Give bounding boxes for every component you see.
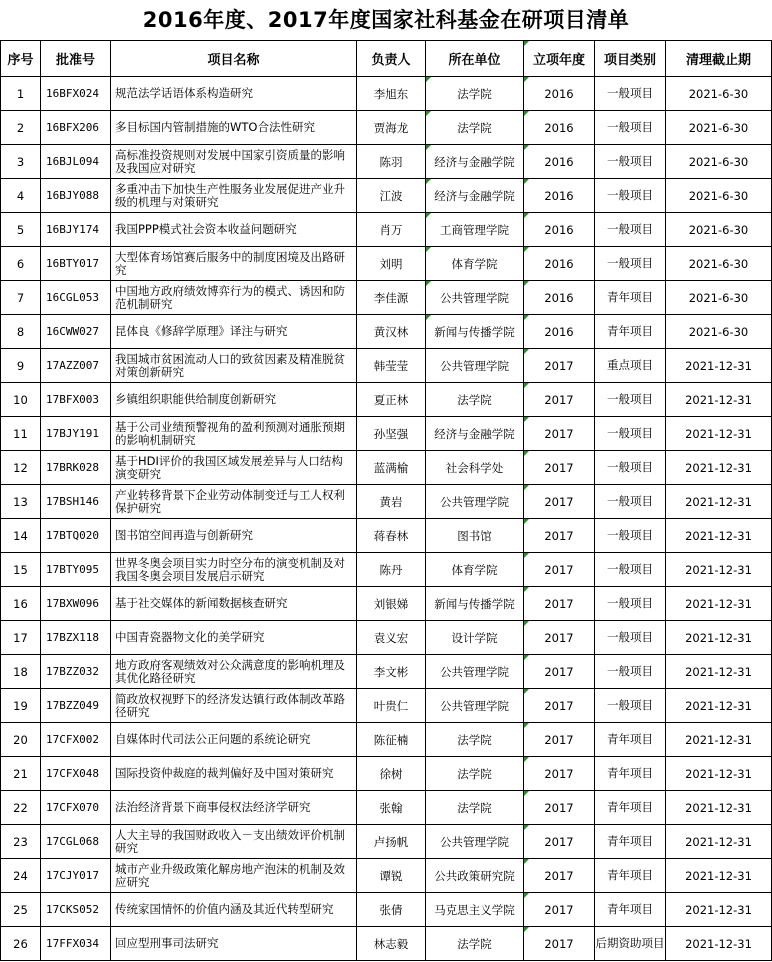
- cell-category: 一般项目: [595, 213, 666, 247]
- cell-no: 17: [1, 621, 41, 655]
- table-row: [1, 417, 772, 451]
- cell-year: 2017: [524, 485, 595, 519]
- table-row: [1, 723, 772, 757]
- cell-category: 一般项目: [595, 77, 666, 111]
- cell-unit: 法学院: [426, 757, 524, 791]
- cell-deadline: 2021-12-31: [666, 485, 772, 519]
- table-row: [1, 689, 772, 723]
- cell-leader: 贾海龙: [357, 111, 426, 145]
- cell-year: 2017: [524, 383, 595, 417]
- cell-deadline: 2021-6-30: [666, 179, 772, 213]
- cell-unit: 工商管理学院: [426, 213, 524, 247]
- cell-unit: 公共管理学院: [426, 655, 524, 689]
- cell-category: 青年项目: [595, 893, 666, 927]
- cell-leader: 陈征楠: [357, 723, 426, 757]
- cell-category: 青年项目: [595, 315, 666, 349]
- project-table: [0, 40, 772, 961]
- cell-deadline: 2021-12-31: [666, 621, 772, 655]
- cell-leader: 张倩: [357, 893, 426, 927]
- cell-year: 2016: [524, 281, 595, 315]
- cell-deadline: 2021-12-31: [666, 451, 772, 485]
- cell-deadline: 2021-12-31: [666, 927, 772, 961]
- table-row: [1, 587, 772, 621]
- cell-leader: 孙坚强: [357, 417, 426, 451]
- cell-unit: 新闻与传播学院: [426, 587, 524, 621]
- cell-code: 17CGL068: [41, 825, 111, 859]
- cell-year: 2017: [524, 859, 595, 893]
- cell-category: 一般项目: [595, 145, 666, 179]
- cell-leader: 张翰: [357, 791, 426, 825]
- header-year: 立项年度: [524, 41, 595, 77]
- cell-deadline: 2021-12-31: [666, 723, 772, 757]
- cell-project-name: 基于社交媒体的新闻数据核查研究: [111, 587, 357, 621]
- cell-project-name: 城市产业升级政策化解房地产泡沫的机制及效应研究: [111, 859, 357, 893]
- cell-year: 2016: [524, 315, 595, 349]
- cell-code: 17BZZ032: [41, 655, 111, 689]
- cell-no: 18: [1, 655, 41, 689]
- cell-project-name: 简政放权视野下的经济发达镇行政体制改革路径研究: [111, 689, 357, 723]
- cell-unit: 图书馆: [426, 519, 524, 553]
- cell-unit: 体育学院: [426, 553, 524, 587]
- cell-code: 17BTQ020: [41, 519, 111, 553]
- cell-unit: 公共管理学院: [426, 349, 524, 383]
- cell-year: 2017: [524, 621, 595, 655]
- cell-project-name: 国际投资仲裁庭的裁判偏好及中国对策研究: [111, 757, 357, 791]
- cell-leader: 叶贵仁: [357, 689, 426, 723]
- cell-deadline: 2021-12-31: [666, 689, 772, 723]
- cell-project-name: 大型体育场馆赛后服务中的制度困境及出路研究: [111, 247, 357, 281]
- cell-unit: 公共管理学院: [426, 281, 524, 315]
- table-row: [1, 519, 772, 553]
- cell-category: 青年项目: [595, 791, 666, 825]
- cell-year: 2017: [524, 587, 595, 621]
- cell-leader: 韩莹莹: [357, 349, 426, 383]
- cell-code: 17BFX003: [41, 383, 111, 417]
- cell-no: 7: [1, 281, 41, 315]
- table-row: [1, 179, 772, 213]
- cell-deadline: 2021-6-30: [666, 145, 772, 179]
- cell-project-name: 规范法学话语体系构造研究: [111, 77, 357, 111]
- cell-no: 4: [1, 179, 41, 213]
- cell-deadline: 2021-12-31: [666, 587, 772, 621]
- header-code: 批准号: [41, 41, 111, 77]
- cell-code: 17BZX118: [41, 621, 111, 655]
- cell-year: 2016: [524, 111, 595, 145]
- cell-project-name: 多重冲击下加快生产性服务业发展促进产业升级的机理与对策研究: [111, 179, 357, 213]
- table-row: [1, 451, 772, 485]
- cell-code: 17AZZ007: [41, 349, 111, 383]
- cell-unit: 经济与金融学院: [426, 179, 524, 213]
- cell-category: 后期资助项目: [595, 927, 666, 961]
- cell-leader: 徐树: [357, 757, 426, 791]
- cell-leader: 谭锐: [357, 859, 426, 893]
- header-leader: 负责人: [357, 41, 426, 77]
- table-row: [1, 111, 772, 145]
- cell-code: 17CFX048: [41, 757, 111, 791]
- cell-project-name: 基于公司业绩预警视角的盈利预测对通胀预期的影响机制研究: [111, 417, 357, 451]
- cell-no: 20: [1, 723, 41, 757]
- cell-project-name: 世界冬奥会项目实力时空分布的演变机制及对我国冬奥会项目发展启示研究: [111, 553, 357, 587]
- cell-no: 23: [1, 825, 41, 859]
- cell-no: 26: [1, 927, 41, 961]
- table-row: [1, 621, 772, 655]
- cell-leader: 陈羽: [357, 145, 426, 179]
- cell-project-name: 人大主导的我国财政收入－支出绩效评价机制研究: [111, 825, 357, 859]
- cell-category: 青年项目: [595, 859, 666, 893]
- cell-deadline: 2021-12-31: [666, 825, 772, 859]
- cell-deadline: 2021-6-30: [666, 315, 772, 349]
- cell-unit: 法学院: [426, 77, 524, 111]
- cell-project-name: 中国青瓷器物文化的美学研究: [111, 621, 357, 655]
- cell-category: 一般项目: [595, 587, 666, 621]
- cell-year: 2017: [524, 723, 595, 757]
- cell-unit: 法学院: [426, 791, 524, 825]
- cell-no: 11: [1, 417, 41, 451]
- table-row: [1, 145, 772, 179]
- cell-deadline: 2021-12-31: [666, 383, 772, 417]
- header-category: 项目类别: [595, 41, 666, 77]
- cell-leader: 袁义宏: [357, 621, 426, 655]
- cell-leader: 黄岩: [357, 485, 426, 519]
- cell-no: 15: [1, 553, 41, 587]
- cell-no: 9: [1, 349, 41, 383]
- cell-leader: 蒋春林: [357, 519, 426, 553]
- cell-year: 2017: [524, 553, 595, 587]
- table-body: [1, 77, 772, 961]
- cell-leader: 刘银娣: [357, 587, 426, 621]
- cell-deadline: 2021-12-31: [666, 655, 772, 689]
- header-unit: 所在单位: [426, 41, 524, 77]
- cell-no: 21: [1, 757, 41, 791]
- cell-category: 一般项目: [595, 417, 666, 451]
- cell-project-name: 基于HDI评价的我国区域发展差异与人口结构演变研究: [111, 451, 357, 485]
- cell-unit: 公共政策研究院: [426, 859, 524, 893]
- cell-deadline: 2021-12-31: [666, 757, 772, 791]
- cell-no: 12: [1, 451, 41, 485]
- cell-year: 2017: [524, 349, 595, 383]
- cell-category: 一般项目: [595, 485, 666, 519]
- cell-category: 一般项目: [595, 111, 666, 145]
- cell-unit: 经济与金融学院: [426, 417, 524, 451]
- cell-code: 17CKS052: [41, 893, 111, 927]
- cell-category: 青年项目: [595, 825, 666, 859]
- cell-unit: 马克思主义学院: [426, 893, 524, 927]
- cell-code: 17BTY095: [41, 553, 111, 587]
- cell-unit: 公共管理学院: [426, 689, 524, 723]
- cell-project-name: 乡镇组织职能供给制度创新研究: [111, 383, 357, 417]
- cell-leader: 江波: [357, 179, 426, 213]
- cell-deadline: 2021-6-30: [666, 247, 772, 281]
- cell-year: 2017: [524, 451, 595, 485]
- cell-category: 一般项目: [595, 553, 666, 587]
- cell-project-name: 中国地方政府绩效博弈行为的模式、诱因和防范机制研究: [111, 281, 357, 315]
- cell-project-name: 回应型刑事司法研究: [111, 927, 357, 961]
- cell-deadline: 2021-6-30: [666, 281, 772, 315]
- cell-category: 一般项目: [595, 383, 666, 417]
- cell-deadline: 2021-6-30: [666, 213, 772, 247]
- cell-year: 2016: [524, 247, 595, 281]
- cell-project-name: 多目标国内管制措施的WTO合法性研究: [111, 111, 357, 145]
- cell-leader: 黄汉林: [357, 315, 426, 349]
- cell-category: 一般项目: [595, 519, 666, 553]
- cell-project-name: 图书馆空间再造与创新研究: [111, 519, 357, 553]
- cell-unit: 社会科学处: [426, 451, 524, 485]
- cell-leader: 陈丹: [357, 553, 426, 587]
- cell-category: 一般项目: [595, 179, 666, 213]
- table-row: [1, 553, 772, 587]
- table-row: [1, 485, 772, 519]
- table-row: [1, 893, 772, 927]
- cell-category: 一般项目: [595, 689, 666, 723]
- cell-category: 一般项目: [595, 621, 666, 655]
- cell-code: 17BSH146: [41, 485, 111, 519]
- cell-deadline: 2021-12-31: [666, 519, 772, 553]
- cell-project-name: 传统家国情怀的价值内涵及其近代转型研究: [111, 893, 357, 927]
- cell-category: 青年项目: [595, 723, 666, 757]
- table-row: [1, 281, 772, 315]
- cell-category: 一般项目: [595, 655, 666, 689]
- table-row: [1, 383, 772, 417]
- cell-leader: 夏正林: [357, 383, 426, 417]
- cell-leader: 刘明: [357, 247, 426, 281]
- cell-deadline: 2021-12-31: [666, 791, 772, 825]
- cell-unit: 公共管理学院: [426, 825, 524, 859]
- cell-code: 17BJY191: [41, 417, 111, 451]
- cell-code: 16CWW027: [41, 315, 111, 349]
- cell-year: 2016: [524, 77, 595, 111]
- table-row: [1, 213, 772, 247]
- cell-deadline: 2021-12-31: [666, 859, 772, 893]
- cell-unit: 体育学院: [426, 247, 524, 281]
- cell-year: 2016: [524, 213, 595, 247]
- header-name: 项目名称: [111, 41, 357, 77]
- cell-unit: 法学院: [426, 723, 524, 757]
- cell-code: 16BJY088: [41, 179, 111, 213]
- table-row: [1, 859, 772, 893]
- table-row: [1, 757, 772, 791]
- cell-code: 17CFX070: [41, 791, 111, 825]
- cell-code: 16BTY017: [41, 247, 111, 281]
- cell-category: 青年项目: [595, 281, 666, 315]
- cell-code: 17CFX002: [41, 723, 111, 757]
- cell-deadline: 2021-12-31: [666, 417, 772, 451]
- cell-year: 2016: [524, 145, 595, 179]
- cell-no: 8: [1, 315, 41, 349]
- cell-unit: 新闻与传播学院: [426, 315, 524, 349]
- cell-unit: 设计学院: [426, 621, 524, 655]
- cell-no: 22: [1, 791, 41, 825]
- cell-year: 2017: [524, 927, 595, 961]
- cell-year: 2017: [524, 519, 595, 553]
- cell-unit: 公共管理学院: [426, 485, 524, 519]
- cell-unit: 法学院: [426, 111, 524, 145]
- cell-code: 16BJL094: [41, 145, 111, 179]
- cell-no: 19: [1, 689, 41, 723]
- cell-category: 重点项目: [595, 349, 666, 383]
- cell-category: 一般项目: [595, 451, 666, 485]
- cell-code: 17CJY017: [41, 859, 111, 893]
- table-row: [1, 791, 772, 825]
- cell-category: 一般项目: [595, 247, 666, 281]
- cell-year: 2017: [524, 417, 595, 451]
- cell-year: 2017: [524, 689, 595, 723]
- cell-year: 2017: [524, 825, 595, 859]
- cell-year: 2017: [524, 655, 595, 689]
- cell-deadline: 2021-6-30: [666, 77, 772, 111]
- cell-leader: 李文彬: [357, 655, 426, 689]
- table-row: [1, 247, 772, 281]
- cell-unit: 法学院: [426, 383, 524, 417]
- cell-leader: 李旭东: [357, 77, 426, 111]
- cell-project-name: 自媒体时代司法公正问题的系统论研究: [111, 723, 357, 757]
- cell-no: 6: [1, 247, 41, 281]
- table-row: [1, 927, 772, 961]
- table-row: [1, 315, 772, 349]
- cell-project-name: 昆体良《修辞学原理》译注与研究: [111, 315, 357, 349]
- cell-code: 17FFX034: [41, 927, 111, 961]
- cell-no: 24: [1, 859, 41, 893]
- cell-no: 2: [1, 111, 41, 145]
- cell-leader: 卢扬帆: [357, 825, 426, 859]
- cell-code: 16BFX024: [41, 77, 111, 111]
- cell-no: 3: [1, 145, 41, 179]
- table-row: [1, 825, 772, 859]
- cell-project-name: 我国城市贫困流动人口的致贫因素及精准脱贫对策创新研究: [111, 349, 357, 383]
- cell-project-name: 高标准投资规则对发展中国家引资质量的影响及我国应对研究: [111, 145, 357, 179]
- cell-no: 1: [1, 77, 41, 111]
- table-row: [1, 655, 772, 689]
- cell-year: 2016: [524, 179, 595, 213]
- cell-deadline: 2021-6-30: [666, 111, 772, 145]
- cell-code: 16BFX206: [41, 111, 111, 145]
- cell-code: 17BXW096: [41, 587, 111, 621]
- cell-code: 17BRK028: [41, 451, 111, 485]
- table-header-row: [1, 41, 772, 77]
- header-deadline: 清理截止期: [666, 41, 772, 77]
- cell-no: 10: [1, 383, 41, 417]
- cell-deadline: 2021-12-31: [666, 553, 772, 587]
- cell-unit: 法学院: [426, 927, 524, 961]
- page-title: 2016年度、2017年度国家社科基金在研项目清单: [142, 8, 630, 32]
- cell-year: 2017: [524, 791, 595, 825]
- cell-leader: 蓝满榆: [357, 451, 426, 485]
- cell-code: 17BZZ049: [41, 689, 111, 723]
- cell-deadline: 2021-12-31: [666, 349, 772, 383]
- cell-category: 青年项目: [595, 757, 666, 791]
- cell-code: 16BJY174: [41, 213, 111, 247]
- cell-no: 16: [1, 587, 41, 621]
- table-row: [1, 349, 772, 383]
- cell-leader: 林志毅: [357, 927, 426, 961]
- cell-no: 13: [1, 485, 41, 519]
- table-row: [1, 77, 772, 111]
- cell-no: 14: [1, 519, 41, 553]
- cell-leader: 李佳源: [357, 281, 426, 315]
- cell-year: 2017: [524, 757, 595, 791]
- cell-project-name: 地方政府客观绩效对公众满意度的影响机理及其优化路径研究: [111, 655, 357, 689]
- cell-no: 5: [1, 213, 41, 247]
- cell-project-name: 我国PPP模式社会资本收益问题研究: [111, 213, 357, 247]
- cell-year: 2017: [524, 893, 595, 927]
- cell-project-name: 法治经济背景下商事侵权法经济学研究: [111, 791, 357, 825]
- cell-unit: 经济与金融学院: [426, 145, 524, 179]
- cell-deadline: 2021-12-31: [666, 893, 772, 927]
- cell-code: 16CGL053: [41, 281, 111, 315]
- header-no: 序号: [1, 41, 41, 77]
- cell-no: 25: [1, 893, 41, 927]
- cell-leader: 肖万: [357, 213, 426, 247]
- cell-project-name: 产业转移背景下企业劳动体制变迁与工人权利保护研究: [111, 485, 357, 519]
